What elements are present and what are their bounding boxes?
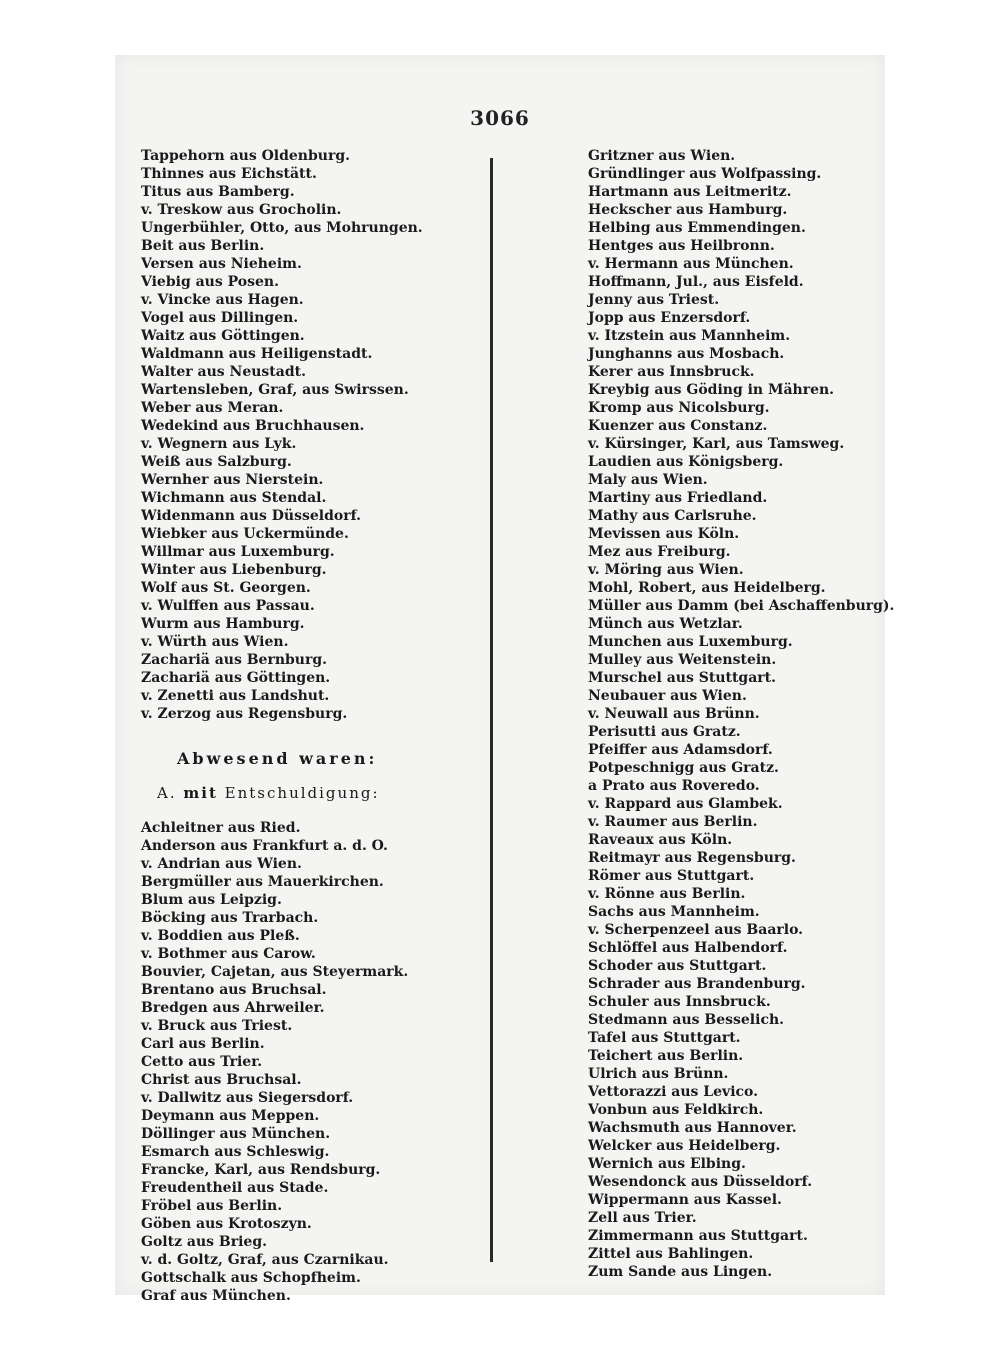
list-item: Wesendonck aus Düsseldorf.	[588, 1174, 813, 1190]
list-item: Zachariä aus Bernburg.	[141, 652, 328, 668]
list-item: Junghanns aus Mosbach.	[588, 346, 785, 362]
list-item: Stedmann aus Besselich.	[588, 1012, 785, 1028]
list-item: v. Treskow aus Grocholin.	[141, 202, 342, 218]
list-item: v. Würth aus Wien.	[141, 634, 289, 650]
list-item: Beit aus Berlin.	[141, 238, 265, 254]
list-item: Murschel aus Stuttgart.	[588, 670, 777, 686]
list-item: Wolf aus St. Georgen.	[141, 580, 311, 596]
page-number: 3066	[470, 106, 530, 130]
list-item: Freudentheil aus Stade.	[141, 1180, 329, 1196]
list-item: Wartensleben, Graf, aus Swirssen.	[141, 382, 409, 398]
list-item: Weber aus Meran.	[141, 400, 284, 416]
list-item: Ungerbühler, Otto, aus Mohrungen.	[141, 220, 423, 236]
left-column	[141, 147, 481, 1305]
list-item: v. Rappard aus Glambek.	[588, 796, 783, 812]
list-item: Jopp aus Enzersdorf.	[588, 310, 751, 326]
list-item: Waitz aus Göttingen.	[141, 328, 305, 344]
list-item: Wichmann aus Stendal.	[141, 490, 327, 506]
list-item: Zell aus Trier.	[588, 1210, 697, 1226]
list-item: v. Wegnern aus Lyk.	[141, 436, 297, 452]
list-item: Kromp aus Nicolsburg.	[588, 400, 770, 416]
list-item: Schoder aus Stuttgart.	[588, 958, 767, 974]
list-item: Wiebker aus Uckermünde.	[141, 526, 349, 542]
list-item: Mathy aus Carlsruhe.	[588, 508, 757, 524]
right-column	[588, 147, 895, 1281]
list-item: Welcker aus Heidelberg.	[588, 1138, 781, 1154]
list-item: Potpeschnigg aus Gratz.	[588, 760, 779, 776]
list-item: Willmar aus Luxemburg.	[141, 544, 335, 560]
list-item: Vogel aus Dillingen.	[141, 310, 299, 326]
list-item: v. Itzstein aus Mannheim.	[588, 328, 791, 344]
list-item: Viebig aus Posen.	[141, 274, 279, 290]
list-item: Esmarch aus Schleswig.	[141, 1144, 330, 1160]
list-item: Hartmann aus Leitmeritz.	[588, 184, 792, 200]
excused-subheading	[157, 781, 481, 805]
list-item: Heckscher aus Hamburg.	[588, 202, 788, 218]
list-item: Deymann aus Meppen.	[141, 1108, 320, 1124]
list-item: Schrader aus Brandenburg.	[588, 976, 806, 992]
list-item: v. Bothmer aus Carow.	[141, 946, 316, 962]
list-item: v. Hermann aus München.	[588, 256, 794, 272]
list-item: Maly aus Wien.	[588, 472, 708, 488]
list-item: v. Rönne aus Berlin.	[588, 886, 746, 902]
list-item: Vonbun aus Feldkirch.	[588, 1102, 764, 1118]
absent-list	[141, 819, 481, 1305]
list-item: Mez aus Freiburg.	[588, 544, 731, 560]
list-item: Tafel aus Stuttgart.	[588, 1030, 741, 1046]
list-item: Graf aus München.	[141, 1288, 291, 1304]
list-item: a Prato aus Roveredo.	[588, 778, 760, 794]
absent-heading: Abwesend waren:	[177, 749, 378, 768]
list-item: Walter aus Neustadt.	[141, 364, 306, 380]
list-item: Müller aus Damm (bei Aschaffenburg).	[588, 598, 895, 614]
list-item: Gottschalk aus Schopfheim.	[141, 1270, 361, 1286]
list-item: Ulrich aus Brünn.	[588, 1066, 729, 1082]
list-item: Kreybig aus Göding in Mähren.	[588, 382, 835, 398]
list-item: Achleitner aus Ried.	[141, 820, 301, 836]
list-item: Tappehorn aus Oldenburg.	[141, 148, 350, 164]
list-item: Sachs aus Mannheim.	[588, 904, 760, 920]
list-item: Versen aus Nieheim.	[141, 256, 302, 272]
list-item: Wurm aus Hamburg.	[141, 616, 305, 632]
list-item: Goltz aus Brieg.	[141, 1234, 268, 1250]
list-item: Perisutti aus Gratz.	[588, 724, 741, 740]
list-item: Mevissen aus Köln.	[588, 526, 740, 542]
list-item: v. Scherpenzeel aus Baarlo.	[588, 922, 804, 938]
list-item: Fröbel aus Berlin.	[141, 1198, 283, 1214]
list-item: Göben aus Krotoszyn.	[141, 1216, 312, 1232]
list-item: Anderson aus Frankfurt a. d. O.	[141, 838, 388, 854]
list-item: Bredgen aus Ahrweiler.	[141, 1000, 325, 1016]
list-item: Böcking aus Trarbach.	[141, 910, 319, 926]
list-item: Hentges aus Heilbronn.	[588, 238, 775, 254]
list-item: Raveaux aus Köln.	[588, 832, 733, 848]
list-item: v. Andrian aus Wien.	[141, 856, 302, 872]
list-item: Römer aus Stuttgart.	[588, 868, 755, 884]
list-item: Weiß aus Salzburg.	[141, 454, 292, 470]
right-list	[588, 147, 895, 1281]
list-item: Wernich aus Elbing.	[588, 1156, 746, 1172]
list-item: Wachsmuth aus Hannover.	[588, 1120, 797, 1136]
list-item: Kuenzer aus Constanz.	[588, 418, 768, 434]
list-item: Zimmermann aus Stuttgart.	[588, 1228, 808, 1244]
list-item: Zum Sande aus Lingen.	[588, 1264, 773, 1280]
list-item: v. Zerzog aus Regensburg.	[141, 706, 348, 722]
list-item: Wedekind aus Bruchhausen.	[141, 418, 365, 434]
list-item: Waldmann aus Heiligenstadt.	[141, 346, 373, 362]
list-item: Titus aus Bamberg.	[141, 184, 295, 200]
list-item: Francke, Karl, aus Rendsburg.	[141, 1162, 381, 1178]
list-item: v. Boddien aus Pleß.	[141, 928, 300, 944]
list-item: Hoffmann, Jul., aus Eisfeld.	[588, 274, 804, 290]
list-item: Munchen aus Luxemburg.	[588, 634, 793, 650]
list-item: Teichert aus Berlin.	[588, 1048, 744, 1064]
list-item: Kerer aus Innsbruck.	[588, 364, 755, 380]
column-divider	[490, 158, 493, 1262]
subheading-text: Entschuldigung:	[224, 784, 380, 802]
list-item: Zachariä aus Göttingen.	[141, 670, 331, 686]
list-item: v. Kürsinger, Karl, aus Tamsweg.	[588, 436, 845, 452]
list-item: Martiny aus Friedland.	[588, 490, 768, 506]
list-item: v. Dallwitz aus Siegersdorf.	[141, 1090, 354, 1106]
list-item: v. Möring aus Wien.	[588, 562, 744, 578]
list-item: Helbing aus Emmendingen.	[588, 220, 806, 236]
present-list	[141, 147, 481, 723]
list-item: Wippermann aus Kassel.	[588, 1192, 782, 1208]
list-item: v. Neuwall aus Brünn.	[588, 706, 760, 722]
list-item: Gritzner aus Wien.	[588, 148, 736, 164]
subheading-mit: mit	[183, 784, 218, 802]
list-item: Münch aus Wetzlar.	[588, 616, 743, 632]
list-item: Schuler aus Innsbruck.	[588, 994, 771, 1010]
list-item: Mulley aus Weitenstein.	[588, 652, 777, 668]
list-item: Zittel aus Bahlingen.	[588, 1246, 754, 1262]
list-item: Reitmayr aus Regensburg.	[588, 850, 796, 866]
subheading-letter: A.	[157, 784, 177, 802]
list-item: v. Wulffen aus Passau.	[141, 598, 315, 614]
list-item: v. Vincke aus Hagen.	[141, 292, 304, 308]
list-item: Thinnes aus Eichstätt.	[141, 166, 317, 182]
list-item: Widenmann aus Düsseldorf.	[141, 508, 362, 524]
list-item: Wernher aus Nierstein.	[141, 472, 324, 488]
list-item: Pfeiffer aus Adamsdorf.	[588, 742, 773, 758]
list-item: Laudien aus Königsberg.	[588, 454, 784, 470]
list-item: Bouvier, Cajetan, aus Steyermark.	[141, 964, 409, 980]
spacer	[141, 805, 481, 819]
list-item: Cetto aus Trier.	[141, 1054, 263, 1070]
list-item: Carl aus Berlin.	[141, 1036, 265, 1052]
list-item: Winter aus Liebenburg.	[141, 562, 327, 578]
list-item: Christ aus Bruchsal.	[141, 1072, 302, 1088]
list-item: v. d. Goltz, Graf, aus Czarnikau.	[141, 1252, 389, 1268]
list-item: Döllinger aus München.	[141, 1126, 331, 1142]
list-item: Schlöffel aus Halbendorf.	[588, 940, 788, 956]
list-item: Bergmüller aus Mauerkirchen.	[141, 874, 384, 890]
list-item: v. Zenetti aus Landshut.	[141, 688, 330, 704]
list-item: Brentano aus Bruchsal.	[141, 982, 327, 998]
list-item: Jenny aus Triest.	[588, 292, 720, 308]
list-item: Blum aus Leipzig.	[141, 892, 282, 908]
list-item: Mohl, Robert, aus Heidelberg.	[588, 580, 826, 596]
list-item: Vettorazzi aus Levico.	[588, 1084, 758, 1100]
list-item: v. Bruck aus Triest.	[141, 1018, 293, 1034]
list-item: v. Raumer aus Berlin.	[588, 814, 758, 830]
list-item: Gründlinger aus Wolfpassing.	[588, 166, 822, 182]
list-item: Neubauer aus Wien.	[588, 688, 747, 704]
